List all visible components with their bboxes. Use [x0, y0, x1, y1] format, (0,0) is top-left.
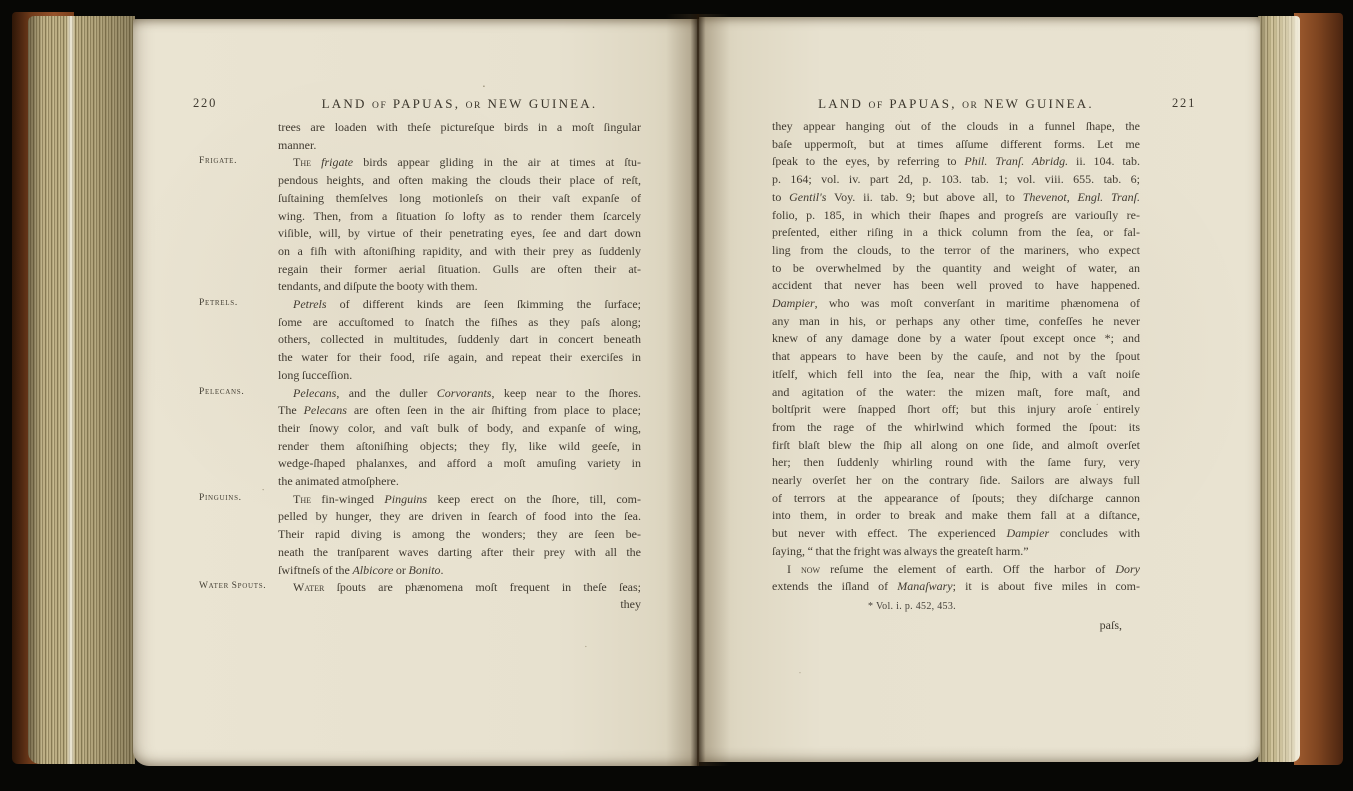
paragraph: [772, 561, 1140, 596]
text-line: The fin-winged Pinguins keep erect on the ſhore, till, com-: [293, 491, 641, 506]
text-line: baſe uppermoſt, but at times aſſume different forms. Let me: [772, 136, 1140, 151]
text-line: their ſnowy color, and vaſt bulk of body, and expanſe of wing,: [278, 420, 641, 435]
text-line: pendous heights, and often making the clouds their place of reſt,: [278, 173, 641, 188]
text-column-left: [199, 119, 641, 597]
text-line: Their rapid diving is among the wonders; they are ſeen be-: [278, 527, 641, 542]
text-line: extends the iſland of Manaſwary; it is about five miles in com-: [772, 579, 1140, 594]
text-line: firſt blaſt blew the ſhip all along on one ſide, and almoſt overſet: [772, 437, 1140, 452]
book-page-left: [133, 19, 699, 766]
text-line: of terrors at the appearance of ſpouts; they diſcharge cannon: [772, 490, 1140, 505]
running-head-part: NEW GUINEA.: [487, 96, 598, 111]
page-number-left: 220: [193, 96, 218, 110]
running-head-part: LAND: [818, 96, 864, 111]
paragraph: [772, 118, 1140, 561]
text-line: into them, in order to break and make them fall at a diſtance,: [772, 508, 1140, 523]
text-line: the animated atmoſphere.: [278, 474, 399, 489]
text-line: I now reſume the element of earth. Off the harbor of Dory: [787, 561, 1140, 576]
text-line: wedge-ſhaped phalanxes, and afford a moſt amuſing variety in: [278, 456, 641, 471]
text-line: The Pelecans are often ſeen in the air ſhifting from place to place;: [278, 403, 641, 418]
running-head-part: OR: [962, 101, 979, 111]
page-fore-edges-left: [28, 16, 135, 764]
text-line: ſwiftneſs of the Albicore or Bonito.: [278, 562, 444, 577]
text-line: boltſprit were ſnapped ſhort off; but this injury aroſe entirely: [772, 402, 1140, 417]
running-head-part: OF: [372, 101, 388, 111]
paragraph: [199, 385, 641, 491]
text-line: ſome are accuſtomed to ſnatch the fiſhes as they paſs along;: [278, 314, 641, 329]
text-line: Petrels of different kinds are ſeen ſkimming the ſurface;: [293, 297, 641, 312]
running-head-part: PAPUAS,: [392, 96, 461, 111]
footnote: * Vol. i. p. 452, 453.: [868, 601, 956, 612]
text-line: Water ſpouts are phænomena moſt frequent in theſe ſeas;: [293, 580, 641, 595]
text-line: tendants, and diſpute the booty with them.: [278, 279, 478, 294]
text-line: The frigate birds appear gliding in the air at times at ſtu-: [293, 155, 641, 170]
text-column-right: [772, 118, 1140, 596]
text-line: neath the tranſparent waves darting after their prey with all the: [278, 544, 641, 559]
margin-note: Pinguins.: [199, 492, 242, 503]
running-head-part: OR: [465, 101, 482, 111]
text-line: preſented, either riſing in a thick column from the ſea, or fal-: [772, 225, 1140, 240]
running-head-part: PAPUAS,: [889, 96, 957, 111]
running-head-part: LAND: [321, 96, 367, 111]
running-head-part: OF: [868, 101, 884, 111]
text-line: and agitation of the water: the mizen maſt, fore maſt, and: [772, 384, 1140, 399]
text-line: accident that never has been well proved to have happened.: [772, 278, 1140, 293]
text-line: knew of any damage done by a water ſpout except once *; and: [772, 331, 1140, 346]
text-line: any man in his, or perhaps any other time, confeſſes he never: [772, 313, 1140, 328]
text-line: folio, p. 185, in which their ſhapes and progreſs are variouſly re-: [772, 207, 1140, 222]
page-fore-edges-right: [1258, 16, 1300, 762]
text-line: ſpeak to the eyes, by referring to Phil. Tranſ. Abridg. ii. 104. tab.: [772, 154, 1140, 169]
paragraph: [199, 579, 641, 597]
text-line: her; then ſuddenly whirling round with the ſame fury, very: [772, 455, 1140, 470]
catchword-left: they: [620, 597, 641, 611]
margin-note: Water Spouts.: [199, 581, 267, 592]
text-line: long ſucceſſion.: [278, 367, 353, 382]
running-head-right: [772, 96, 1140, 112]
text-line: nearly overſet her on the contrary ſide. Sailors are always full: [772, 473, 1140, 488]
margin-note: Pelecans.: [199, 386, 245, 397]
paragraph: [199, 154, 641, 296]
text-line: trees are loaden with theſe pictureſque birds in a moſt ſingular: [278, 120, 641, 134]
catchword-right: paſs,: [1099, 618, 1122, 632]
running-head-part: NEW GUINEA.: [983, 96, 1094, 111]
margin-note: Petrels.: [199, 298, 238, 309]
text-line: wing. Then, from a ſituation ſo lofty as to render them ſcarcely: [278, 208, 641, 223]
running-head-left: [278, 96, 641, 112]
text-line: Dampier, who was moſt converſant in maritime phænomena of: [772, 296, 1140, 311]
text-line: ling from the clouds, to the terror of the mariners, who expect: [772, 242, 1140, 257]
text-line: to be overwhelmed by the quantity and weight of water, an: [772, 260, 1140, 275]
text-line: they appear hanging out of the clouds in a funnel ſhape, the: [772, 119, 1140, 133]
text-line: viſible, will, by virtue of their penetrating eyes, ſee and dart down: [278, 226, 641, 241]
margin-note: Frigate.: [199, 156, 238, 167]
paragraph: [199, 296, 641, 385]
text-line: ſaying, “ that the fright was always the greateſt harm.”: [772, 543, 1029, 558]
paragraph: [199, 491, 641, 580]
text-line: render them aſtoniſhing objects; they fly, like wild geeſe, in: [278, 438, 641, 453]
text-line: itſelf, which fell into the ſea, near the ſhip, with a vaſt noiſe: [772, 366, 1140, 381]
text-line: that appears to have been by the cauſe, and not by the ſpout: [772, 349, 1140, 364]
text-line: Pelecans, and the duller Corvorants, keep near to the ſhores.: [293, 385, 641, 400]
book-page-right: [699, 17, 1260, 762]
text-line: on a fiſh with aſtoniſhing rapidity, and with their prey as ſuddenly: [278, 243, 641, 258]
paragraph: [278, 119, 641, 154]
page-number-right: 221: [1172, 96, 1197, 110]
text-line: regain their former aerial ſituation. Gulls are often their at-: [278, 261, 641, 276]
text-line: but never with effect. The experienced Dampier concludes with: [772, 526, 1140, 541]
text-line: from the rage of the whirlwind which formed the ſpout: its: [772, 419, 1140, 434]
text-line: p. 164; vol. iv. part 2d, p. 103. tab. 1; vol. viii. 655. tab. 6;: [772, 172, 1140, 187]
text-line: pelled by hunger, they are driven in ſearch of food into the ſea.: [278, 509, 641, 524]
text-line: manner.: [278, 137, 317, 152]
text-line: others, collected in multitudes, ſuddenly dart in concert beneath: [278, 332, 641, 347]
book-cover-right: [1294, 13, 1343, 765]
text-line: the water for their food, riſe again, and repeat their exerciſes in: [278, 350, 641, 365]
text-line: ſuſtaining themſelves long motionleſs on their vaſt expanſe of: [278, 190, 641, 205]
text-line: to Gentil's Voy. ii. tab. 9; but above all, to Thevenot, Engl. Tranſ.: [772, 189, 1140, 204]
